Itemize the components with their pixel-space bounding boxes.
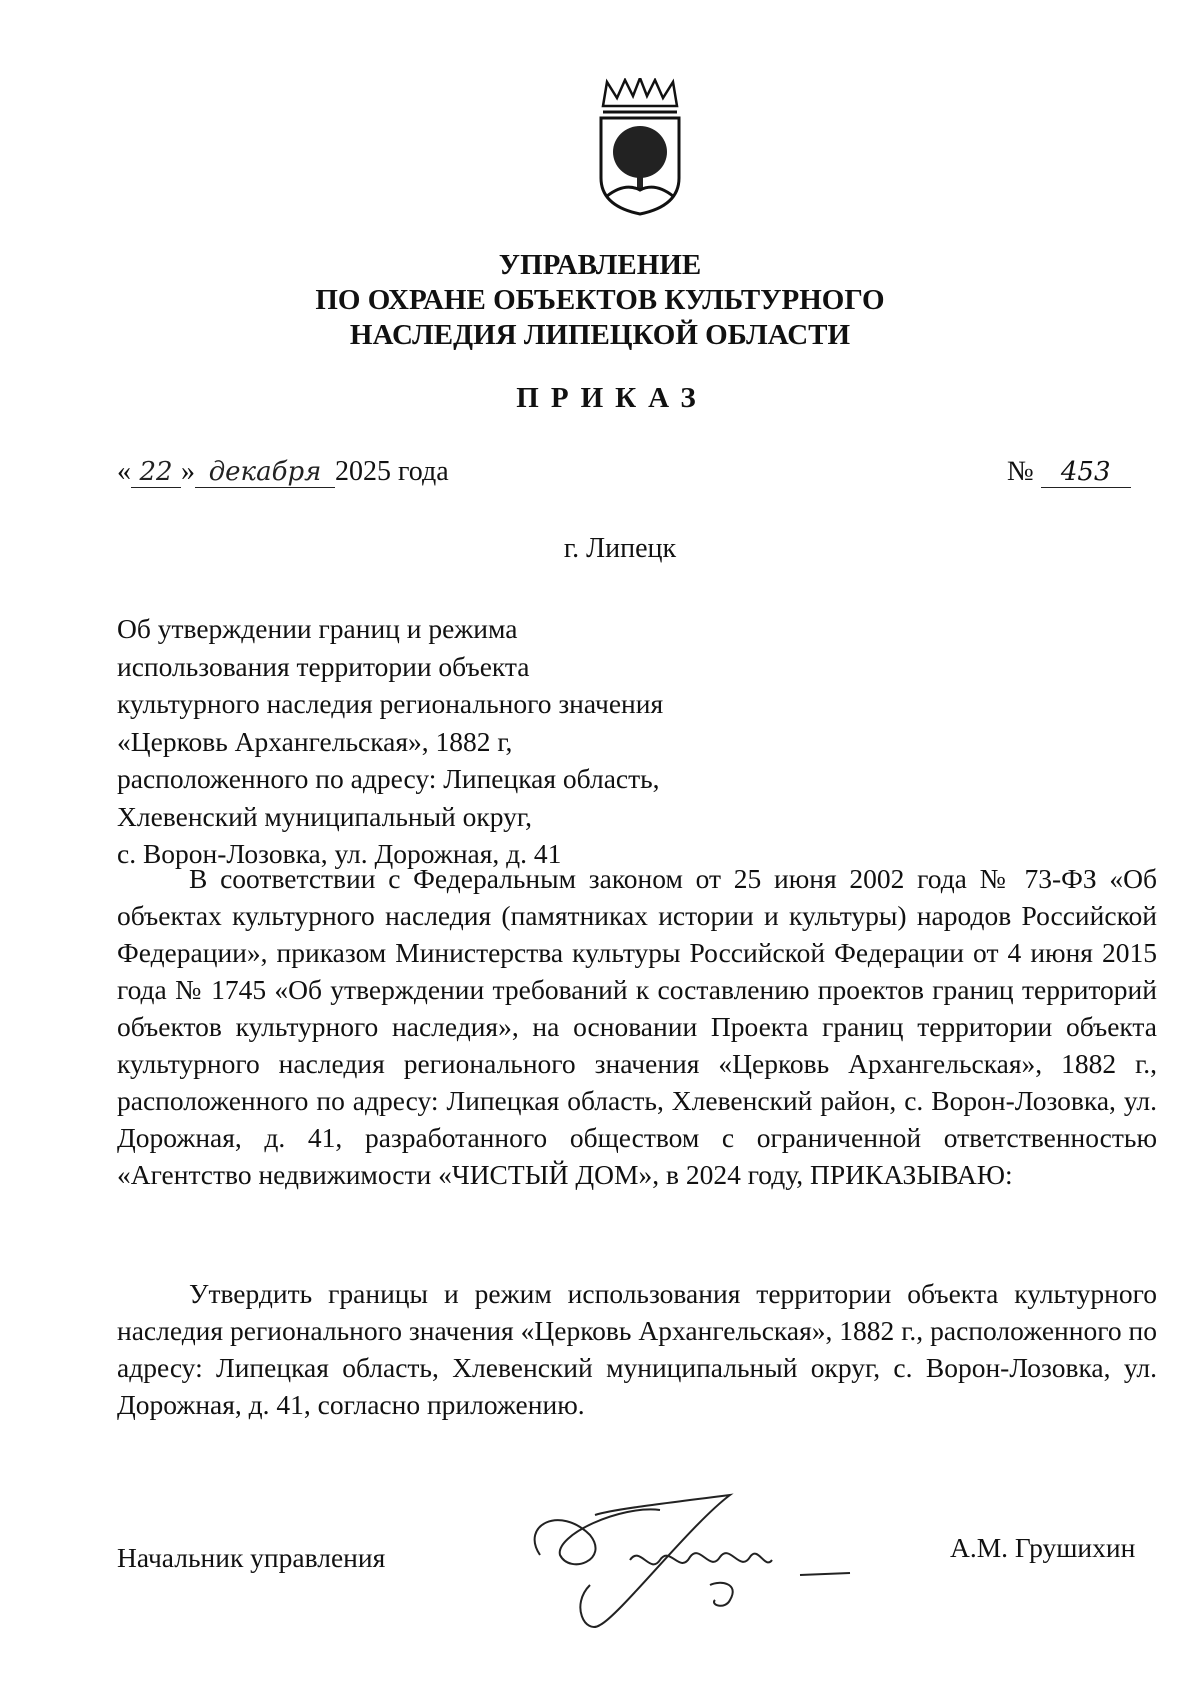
signatory-name: А.М. Грушихин [950,1532,1136,1563]
document-type: ПРИКАЗ [516,382,708,414]
number-value: 453 [1041,457,1131,488]
authority-line-2: ПО ОХРАНЕ ОБЪЕКТОВ КУЛЬТУРНОГО [315,284,885,316]
subject-line: культурного наследия регионального значения [117,688,664,719]
number-label: № [1007,456,1034,487]
authority-heading [0,248,1200,353]
subject-line: использования территории объекта [117,650,530,682]
subject-line: Хлевенский муниципальный округ, [117,800,532,832]
date-day: 22 [131,457,181,488]
document-date [117,456,517,496]
date-close-quote: » [181,456,195,487]
subject-line: Об утверждении границ и режима [117,613,518,644]
document-subject [117,610,717,873]
coat-of-arms-icon [595,78,685,216]
date-open-quote: « [117,456,131,487]
signatory-position: Начальник управления [117,1542,386,1573]
document-number [1007,456,1157,496]
authority-line-3: НАСЛЕДИЯ ЛИПЕЦКОЙ ОБЛАСТИ [349,319,851,351]
date-month: декабря [195,457,335,488]
subject-line: с. Ворон-Лозовка, ул. Дорожная, д. 41 [117,838,562,869]
subject-line: «Церковь Архангельская», 1882 г, [117,725,513,757]
date-year: 2025 года [335,456,449,487]
preamble-paragraph: В соответствии с Федеральным законом от 25 июня 2002 года № 73-ФЗ «Об объектах культурного наследия (памятниках истории и культуры) народов Российской Федерации», приказом Министерства культуры Российской Федерации от 4 июня 2015 года № 1745 «Об утверждении требований к составлению проектов границ территорий объектов культурного наследия», на основании Проекта границ территории объекта культурного наследия регионального значения «Церковь Архангельская», 1882 г., расположенного по адресу: Липецкая область, Хлевенский район, с. Ворон-Лозовка, ул. Дорожная, д. 41, разработанного обществом с ограниченной ответственностью «Агентство недвижимости «ЧИСТЫЙ ДОМ», в 2024 году, ПРИКАЗЫВАЮ: [117,863,1157,1190]
document-city: г. Липецк [563,533,677,564]
authority-line-1: УПРАВЛЕНИЕ [498,249,702,281]
subject-line: расположенного по адресу: Липецкая область, [117,763,660,794]
handwritten-signature-icon [500,1465,920,1645]
order-paragraph: Утвердить границы и режим использования территории объекта культурного наследия регионального значения «Церковь Архангельская», 1882 г., расположенного по адресу: Липецкая область, Хлевенский муниципальный округ, с. Ворон-Лозовка, ул. Дорожная, д. 41, согласно приложению. [117,1278,1157,1420]
